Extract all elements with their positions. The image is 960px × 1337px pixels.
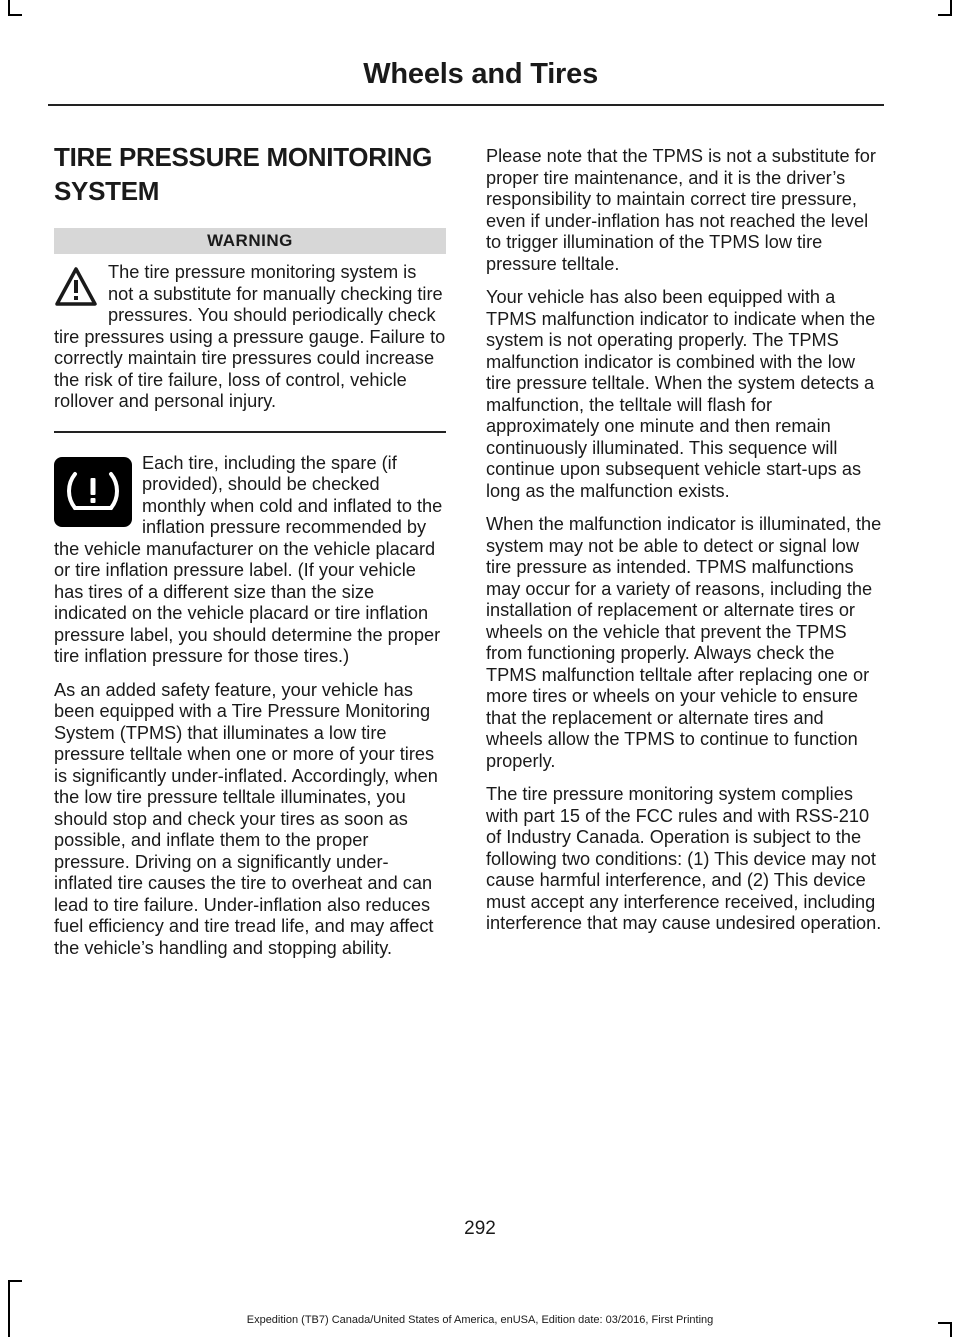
right-column <box>486 146 882 947</box>
warning-divider <box>54 431 446 433</box>
crop-mark <box>8 14 22 16</box>
crop-mark <box>8 0 10 14</box>
page-header-title: Wheels and Tires <box>363 58 598 90</box>
paragraph: The tire pressure monitoring system complies with part 15 of the FCC rules and with RSS-210 of Industry Canada. Operation is subject to the following two conditions: (1) This device may not cause harmful interference, and (2) This device must accept any interference received, including interference that may cause undesired operation. <box>486 784 882 933</box>
tpms-telltale-icon <box>54 457 132 527</box>
page-number: 292 <box>464 1218 496 1239</box>
left-column <box>54 140 446 971</box>
paragraph: Each tire, including the spare (if provided), should be checked monthly when cold and inflated to the inflation pressure recommended by the vehicle manufacturer on the vehicle placard or tire inflation pressure label. (If your vehicle has tires of a different size than the size indicated on the vehicle placard or tire inflation pressure label, you should determine the proper tire inflation pressure for those tires.) <box>54 452 443 666</box>
warning-triangle-icon <box>54 266 98 313</box>
section-title: TIRE PRESSURE MONITORING SYSTEM <box>54 142 433 206</box>
paragraph: As an added safety feature, your vehicle has been equipped with a Tire Pressure Monitoring System (TPMS) that illuminates a low tire pressure telltale when one or more of your tires is significantly under-inflated. Accordingly, when the low tire pressure telltale illuminates, you should stop and check your tires as soon as possible, and inflate them to the proper pressure. Driving on a significantly under-inflated tire causes the tire to overheat and can lead to tire failure. Under-inflation also reduces fuel efficiency and tire tread life, and may affect the vehicle’s handling and stopping ability. <box>54 679 438 958</box>
paragraph: Your vehicle has also been equipped with a TPMS malfunction indicator to indicate when the system is not operating properly. The TPMS malfunction indicator is combined with the low tire pressure telltale. When the system detects a malfunction, the telltale will flash for approximately one minute and then remain continuously illuminated. This sequence will continue upon subsequent vehicle start-ups as long as the malfunction exists. <box>486 287 876 501</box>
warning-block <box>54 262 446 413</box>
crop-mark <box>8 1280 22 1282</box>
page-footer: Expedition (TB7) Canada/United States of America, enUSA, Edition date: 03/2016, First Printing <box>246 1314 714 1326</box>
crop-mark <box>950 0 952 14</box>
paragraph: When the malfunction indicator is illuminated, the system may not be able to detect or signal low tire pressure as intended. TPMS malfunctions may occur for a variety of reasons, including the installation of replacement or alternate tires or wheels on the vehicle that prevent the TPMS from functioning properly. Always check the TPMS malfunction telltale after replacing one or more tires or wheels on your vehicle to ensure that the replacement or alternate tires and wheels allow the TPMS to continue to function properly. <box>486 514 882 771</box>
crop-mark <box>938 14 952 16</box>
header-divider <box>48 104 884 106</box>
tpms-paragraph-block <box>54 453 446 668</box>
warning-banner: WARNING <box>54 228 446 254</box>
warning-text: The tire pressure monitoring system is not a substitute for manually checking tire pressures. You should periodically check tire pressures using a pressure gauge. Failure to correctly maintain tire pressures could increase the risk of tire failure, loss of control, vehicle rollover and personal injury. <box>54 262 446 411</box>
crop-mark <box>8 1280 10 1337</box>
paragraph: Please note that the TPMS is not a substitute for proper tire maintenance, and it is the driver’s responsibility to maintain correct tire pressure, even if under-inflation has not reached the level to trigger illumination of the TPMS low tire pressure telltale. <box>486 146 876 274</box>
